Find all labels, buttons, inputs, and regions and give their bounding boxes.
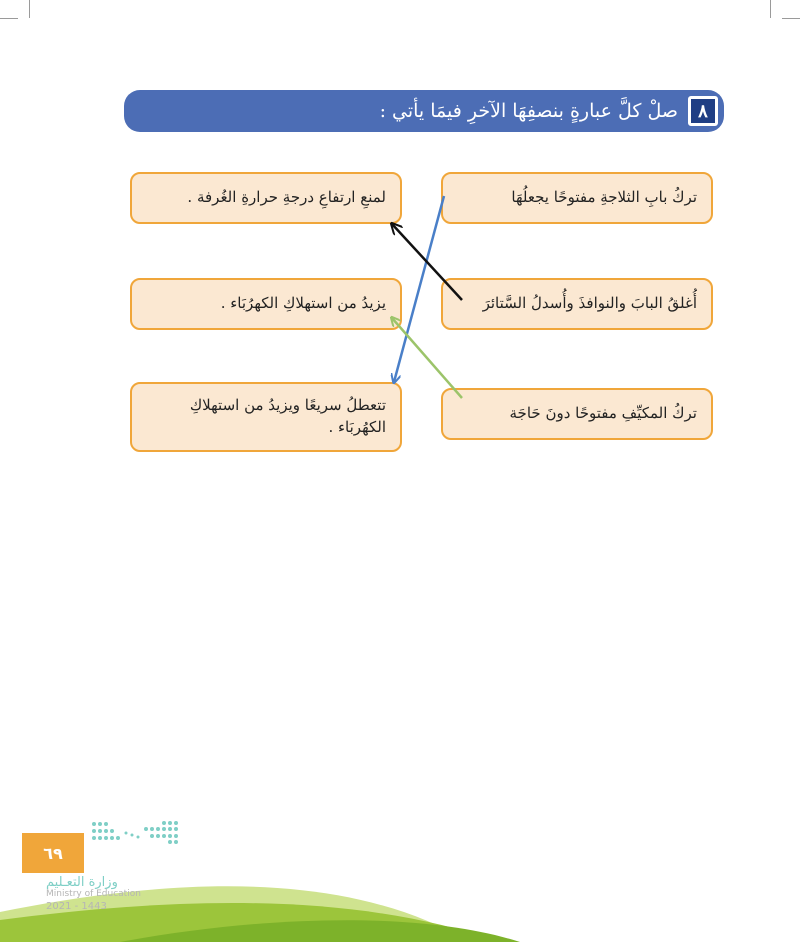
page-number: ٦٩: [22, 833, 84, 873]
left-phrase-1[interactable]: لمنعِ ارتفاعِ درجةِ حرارةِ الغُرفة .: [130, 172, 402, 224]
left-phrase-2[interactable]: يزيدُ من استهلاكِ الكهرُبَاء .: [130, 278, 402, 330]
footer-swoosh: [0, 860, 800, 942]
right-phrase-2[interactable]: أُغلقُ البابَ والنوافذَ وأُسدلُ السَّتائرَ: [441, 278, 713, 330]
connection-line-3: [392, 318, 462, 398]
right-phrase-1[interactable]: تركُ بابِ الثلاجةِ مفتوحًا يجعلُهَا: [441, 172, 713, 224]
ministry-name-english: Ministry of Education: [46, 889, 141, 899]
question-instruction: صلْ كلَّ عبارةٍ بنصفِهَا الآخرِ فيمَا يأتي :: [379, 100, 678, 122]
connection-line-1: [394, 196, 444, 382]
academic-year: 2021 - 1443: [46, 901, 107, 912]
left-phrase-3[interactable]: تتعطلُ سريعًا ويزيدُ من استهلاكِ الكهُربَاء .: [130, 382, 402, 452]
ministry-name-arabic: وزارة التعـليم: [46, 875, 118, 890]
right-phrase-3[interactable]: تركُ المكيِّفِ مفتوحًا دونَ حَاجَة: [441, 388, 713, 440]
ministry-logo-icon: [90, 820, 182, 846]
question-number: ٨: [688, 96, 718, 126]
connection-line-2: [392, 224, 462, 300]
